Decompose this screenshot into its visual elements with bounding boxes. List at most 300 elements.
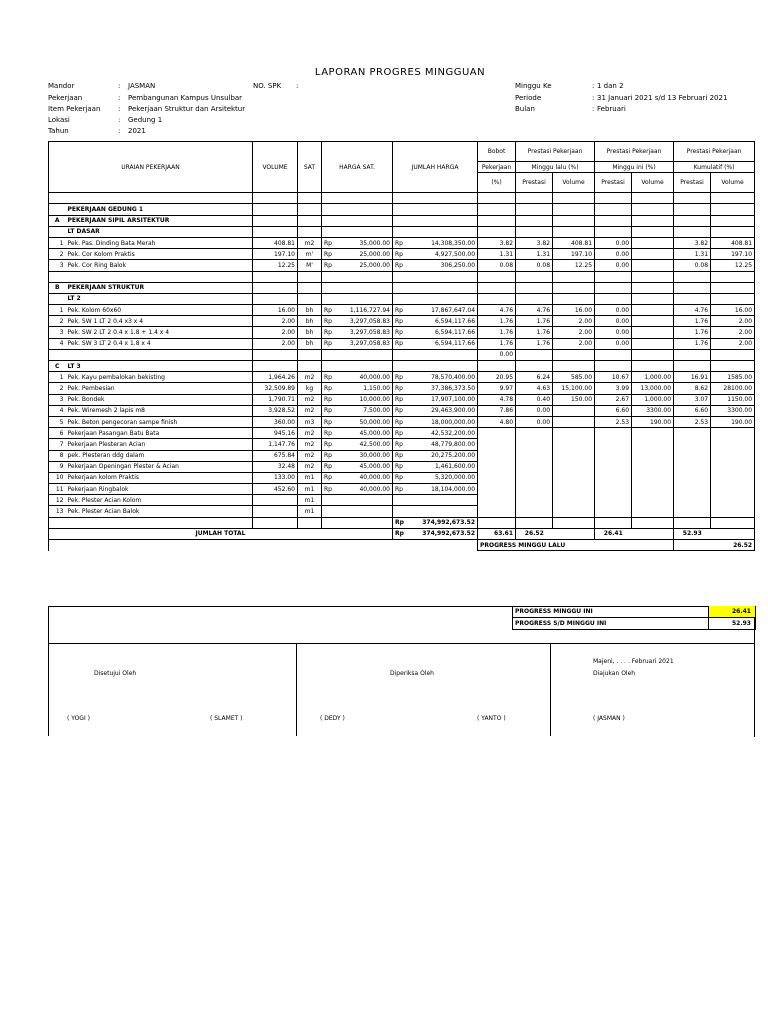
colon: : bbox=[118, 116, 121, 124]
section-row bbox=[49, 361, 755, 372]
item-lalu-prestasi: 0.08 bbox=[516, 260, 553, 271]
section-label: PEKERJAAN SIPIL ARSITEKTUR bbox=[66, 215, 253, 226]
item-lalu-prestasi: 6.24 bbox=[516, 372, 553, 383]
item-label: pek. Plesteran ddg dalam bbox=[66, 450, 253, 461]
item-kum-volume bbox=[711, 428, 755, 439]
cell bbox=[516, 282, 553, 293]
progress-table bbox=[48, 141, 755, 551]
cell bbox=[711, 293, 755, 304]
item-volume bbox=[253, 349, 298, 360]
cell bbox=[253, 226, 298, 237]
cell bbox=[298, 282, 322, 293]
item-rp bbox=[322, 349, 334, 360]
item-jumlah: 6,594,117.66 bbox=[405, 338, 478, 349]
item-rp: Rp bbox=[393, 249, 405, 260]
cell bbox=[595, 204, 632, 215]
item-volume: 1,790.71 bbox=[253, 394, 298, 405]
item-kum-prestasi: 3.07 bbox=[674, 394, 711, 405]
item-lalu-prestasi: 1.76 bbox=[516, 316, 553, 327]
item-jumlah: 48,779,800.00 bbox=[405, 439, 478, 450]
cell bbox=[595, 271, 632, 282]
table-row bbox=[49, 316, 755, 327]
item-number: 1 bbox=[49, 305, 66, 316]
col-kum-prestasi: Prestasi bbox=[674, 173, 711, 193]
cell bbox=[674, 361, 711, 372]
table-row bbox=[49, 472, 755, 483]
item-rp: Rp bbox=[393, 237, 405, 248]
item-rp: Rp bbox=[393, 484, 405, 495]
cell bbox=[253, 215, 298, 226]
item-volume: 408.81 bbox=[253, 237, 298, 248]
item-kum-volume: 3300.00 bbox=[711, 405, 755, 416]
cell bbox=[298, 271, 322, 282]
cell bbox=[674, 293, 711, 304]
item-kum-prestasi bbox=[674, 450, 711, 461]
table-row bbox=[49, 405, 755, 416]
item-jumlah: 4,927,500.00 bbox=[405, 249, 478, 260]
item-harga: 40,000.00 bbox=[334, 484, 393, 495]
item-rp bbox=[393, 506, 405, 517]
item-harga: 50,000.00 bbox=[334, 416, 393, 427]
item-ini-volume bbox=[632, 305, 674, 316]
progress-lalu-label: PROGRESS MINGGU LALU bbox=[478, 540, 674, 551]
item-unit: M' bbox=[298, 260, 322, 271]
item-lalu-prestasi: 0.00 bbox=[516, 405, 553, 416]
cell bbox=[405, 282, 478, 293]
item-harga: 40,000.00 bbox=[334, 372, 393, 383]
cell bbox=[322, 215, 334, 226]
cell bbox=[595, 215, 632, 226]
item-kum-volume bbox=[711, 439, 755, 450]
item-lalu-volume: 15,100.00 bbox=[553, 383, 595, 394]
item-bobot: 1.76 bbox=[478, 327, 516, 338]
item-harga: 1,116,727.94 bbox=[334, 305, 393, 316]
item-ini-volume bbox=[632, 484, 674, 495]
item-kum-volume: 408.81 bbox=[711, 237, 755, 248]
item-ini-prestasi: 0.00 bbox=[595, 260, 632, 271]
item-jumlah: 17,867,647.04 bbox=[405, 305, 478, 316]
cell bbox=[66, 193, 253, 204]
item-kum-prestasi: 4.76 bbox=[674, 305, 711, 316]
cell bbox=[516, 271, 553, 282]
item-lalu-volume bbox=[553, 461, 595, 472]
item-kum-volume: 197.10 bbox=[711, 249, 755, 260]
item-volume: 32,509.89 bbox=[253, 383, 298, 394]
cell bbox=[322, 271, 334, 282]
item-ini-volume bbox=[632, 237, 674, 248]
subtotal-rp: Rp bbox=[393, 517, 405, 528]
item-number: 3 bbox=[49, 394, 66, 405]
cell bbox=[253, 361, 298, 372]
item-jumlah: 18,104,000.00 bbox=[405, 484, 478, 495]
subtotal-row bbox=[49, 517, 755, 528]
item-volume bbox=[253, 506, 298, 517]
cell bbox=[405, 215, 478, 226]
cell bbox=[393, 293, 405, 304]
item-kum-volume bbox=[711, 472, 755, 483]
item-label: Pek. Wiremesh 2 lapis m8 bbox=[66, 405, 253, 416]
item-label: Pek. Cor Kolom Praktis bbox=[66, 249, 253, 260]
item-kum-volume: 2.00 bbox=[711, 338, 755, 349]
cell bbox=[632, 204, 674, 215]
item-kum-prestasi: 1.76 bbox=[674, 327, 711, 338]
cell bbox=[49, 193, 66, 204]
table-row bbox=[49, 450, 755, 461]
place-date: Majeni, . . . . Februari 2021 bbox=[593, 658, 674, 665]
item-ini-prestasi: 0.00 bbox=[595, 249, 632, 260]
item-ini-prestasi: 2.67 bbox=[595, 394, 632, 405]
item-lalu-prestasi: 1.76 bbox=[516, 327, 553, 338]
table-row bbox=[49, 428, 755, 439]
item-rp: Rp bbox=[393, 394, 405, 405]
cell bbox=[632, 293, 674, 304]
item-unit: bh bbox=[298, 316, 322, 327]
item-kum-volume bbox=[711, 461, 755, 472]
item-harga: 30,000.00 bbox=[334, 450, 393, 461]
item-lalu-prestasi: 1.31 bbox=[516, 249, 553, 260]
section-row bbox=[49, 215, 755, 226]
item-lalu-prestasi bbox=[516, 484, 553, 495]
item-jumlah: 6,594,117.66 bbox=[405, 327, 478, 338]
item-lalu-volume: 2.00 bbox=[553, 338, 595, 349]
cell bbox=[298, 204, 322, 215]
cell bbox=[253, 193, 298, 204]
cell bbox=[478, 282, 516, 293]
item-harga: 42,500.00 bbox=[334, 439, 393, 450]
item-bobot: 3.82 bbox=[478, 237, 516, 248]
item-kum-prestasi: 1.31 bbox=[674, 249, 711, 260]
section-number bbox=[49, 204, 66, 215]
cell bbox=[516, 361, 553, 372]
item-volume: 2.00 bbox=[253, 338, 298, 349]
item-rp: Rp bbox=[322, 472, 334, 483]
signer-yogi: ( YOGI ) bbox=[67, 715, 90, 722]
item-bobot: 0.00 bbox=[478, 349, 516, 360]
item-jumlah: 37,386,373.50 bbox=[405, 383, 478, 394]
item-kum-prestasi: 0.08 bbox=[674, 260, 711, 271]
item-lalu-volume: 16.00 bbox=[553, 305, 595, 316]
table-row bbox=[49, 383, 755, 394]
cell bbox=[298, 226, 322, 237]
col-ini-volume: Volume bbox=[632, 173, 674, 193]
item-number bbox=[49, 349, 66, 360]
colon: : bbox=[118, 105, 121, 113]
item-unit: m2 bbox=[298, 405, 322, 416]
cell bbox=[674, 215, 711, 226]
item-rp bbox=[322, 495, 334, 506]
cell bbox=[553, 204, 595, 215]
item-harga: 45,000.00 bbox=[334, 428, 393, 439]
item-kum-prestasi bbox=[674, 439, 711, 450]
item-rp: Rp bbox=[393, 383, 405, 394]
item-lalu-prestasi bbox=[516, 428, 553, 439]
item-number: 12 bbox=[49, 495, 66, 506]
cell bbox=[405, 193, 478, 204]
cell bbox=[393, 193, 405, 204]
item-unit: m3 bbox=[298, 416, 322, 427]
item-lalu-volume: 12.25 bbox=[553, 260, 595, 271]
item-ini-prestasi: 2.53 bbox=[595, 416, 632, 427]
item-ini-volume: 1,000.00 bbox=[632, 394, 674, 405]
cell bbox=[478, 226, 516, 237]
item-volume: 1,964.26 bbox=[253, 372, 298, 383]
signer-dedy: ( DEDY ) bbox=[320, 715, 345, 722]
item-lalu-prestasi bbox=[516, 506, 553, 517]
cell bbox=[595, 282, 632, 293]
col-ini-top: Prestasi Pekerjaan bbox=[595, 142, 674, 162]
item-label: Pekerjaan Openingan Plester & Acian bbox=[66, 461, 253, 472]
item-harga: 3,297,058.83 bbox=[334, 338, 393, 349]
item-rp: Rp bbox=[322, 439, 334, 450]
cell bbox=[334, 193, 393, 204]
item-number: 9 bbox=[49, 461, 66, 472]
item-kum-volume: 12.25 bbox=[711, 260, 755, 271]
item-rp: Rp bbox=[322, 461, 334, 472]
cell bbox=[595, 361, 632, 372]
item-bobot: 1.76 bbox=[478, 316, 516, 327]
item-ini-volume bbox=[632, 260, 674, 271]
progress-lalu-value: 26.52 bbox=[711, 540, 755, 551]
cell bbox=[253, 282, 298, 293]
total-label: JUMLAH TOTAL bbox=[49, 528, 393, 539]
section-label: LT 2 bbox=[66, 293, 253, 304]
cell bbox=[405, 226, 478, 237]
col-lalu-top: Prestasi Pekerjaan bbox=[516, 142, 595, 162]
item-ini-volume bbox=[632, 338, 674, 349]
item-unit: bh bbox=[298, 327, 322, 338]
cell bbox=[405, 271, 478, 282]
col-bobot-pct: (%) bbox=[478, 173, 516, 193]
item-bobot: 20.95 bbox=[478, 372, 516, 383]
minggu-value: 1 dan 2 bbox=[597, 82, 624, 90]
cell bbox=[322, 282, 334, 293]
item-ini-volume bbox=[632, 316, 674, 327]
cell bbox=[553, 282, 595, 293]
cell bbox=[405, 361, 478, 372]
item-rp bbox=[393, 349, 405, 360]
col-bobot-sub: Pekerjaan bbox=[478, 162, 516, 173]
item-lalu-prestasi: 0.40 bbox=[516, 394, 553, 405]
section-row bbox=[49, 282, 755, 293]
cell bbox=[393, 226, 405, 237]
item-volume: 2.00 bbox=[253, 327, 298, 338]
item-ini-volume bbox=[632, 506, 674, 517]
cell bbox=[674, 193, 711, 204]
col-uraian: URAIAN PEKERJAAN bbox=[49, 142, 253, 193]
item-lalu-prestasi bbox=[516, 495, 553, 506]
signature-col-divider-1 bbox=[296, 643, 297, 736]
total-kum: 52.93 bbox=[674, 528, 711, 539]
item-bobot: 0.08 bbox=[478, 260, 516, 271]
item-jumlah bbox=[405, 349, 478, 360]
cell bbox=[478, 204, 516, 215]
report-title: LAPORAN PROGRES MINGGUAN bbox=[314, 67, 486, 78]
section-label: PEKERJAAN GEDUNG 1 bbox=[66, 204, 253, 215]
periode-value: 31 Januari 2021 s/d 13 Februari 2021 bbox=[597, 94, 728, 102]
item-harga bbox=[334, 349, 393, 360]
item-ini-prestasi: 10.67 bbox=[595, 372, 632, 383]
item-ini-prestasi: 0.00 bbox=[595, 305, 632, 316]
bulan-label: Bulan bbox=[515, 105, 535, 113]
item-volume: 32.48 bbox=[253, 461, 298, 472]
item-jumlah: 42,532,200.00 bbox=[405, 428, 478, 439]
cell bbox=[298, 361, 322, 372]
item-label: Pek. Plester Acian Kolom bbox=[66, 495, 253, 506]
item-unit: m' bbox=[298, 249, 322, 260]
cell bbox=[393, 271, 405, 282]
item-number: 2 bbox=[49, 249, 66, 260]
item-jumlah: 1,461,600.00 bbox=[405, 461, 478, 472]
total-row bbox=[49, 528, 755, 539]
item-kum-prestasi: 3.82 bbox=[674, 237, 711, 248]
item-kum-volume: 16.00 bbox=[711, 305, 755, 316]
item-ini-prestasi: 0.00 bbox=[595, 327, 632, 338]
cell bbox=[553, 271, 595, 282]
item-number: 10 bbox=[49, 472, 66, 483]
item-rp: Rp bbox=[393, 338, 405, 349]
item-pekerjaan-label: Item Pekerjaan bbox=[48, 105, 101, 113]
item-number: 3 bbox=[49, 327, 66, 338]
item-bobot: 7.86 bbox=[478, 405, 516, 416]
item-lalu-volume: 197.10 bbox=[553, 249, 595, 260]
item-kum-volume bbox=[711, 450, 755, 461]
item-unit: m1 bbox=[298, 472, 322, 483]
cell bbox=[711, 271, 755, 282]
total-bobot: 63.61 bbox=[478, 528, 516, 539]
item-volume: 1,147.76 bbox=[253, 439, 298, 450]
minggu-label: Minggu Ke bbox=[515, 82, 552, 90]
col-volume: VOLUME bbox=[253, 142, 298, 193]
cell bbox=[478, 271, 516, 282]
item-lalu-volume bbox=[553, 439, 595, 450]
item-volume bbox=[253, 495, 298, 506]
item-ini-prestasi: 0.00 bbox=[595, 338, 632, 349]
item-rp: Rp bbox=[322, 237, 334, 248]
pekerjaan-value: Pembangunan Kampus Unsulbar bbox=[128, 94, 243, 102]
item-kum-volume: 190.00 bbox=[711, 416, 755, 427]
total-ini: 26.41 bbox=[595, 528, 632, 539]
signer-jasman: ( JASMAN ) bbox=[593, 715, 625, 722]
item-rp: Rp bbox=[393, 305, 405, 316]
item-jumlah: 306,250.00 bbox=[405, 260, 478, 271]
subtotal-jumlah: 374,992,673.52 bbox=[405, 517, 478, 528]
col-kum-sub: Kumulatif (%) bbox=[674, 162, 755, 173]
cell bbox=[334, 271, 393, 282]
cell bbox=[595, 293, 632, 304]
item-rp: Rp bbox=[322, 383, 334, 394]
item-rp: Rp bbox=[322, 416, 334, 427]
cell bbox=[393, 361, 405, 372]
item-lalu-prestasi: 4.76 bbox=[516, 305, 553, 316]
item-lalu-prestasi bbox=[516, 450, 553, 461]
item-bobot: 4.76 bbox=[478, 305, 516, 316]
table-row bbox=[49, 327, 755, 338]
item-harga: 7,500.00 bbox=[334, 405, 393, 416]
item-ini-prestasi: 0.00 bbox=[595, 316, 632, 327]
item-jumlah: 29,463,900.00 bbox=[405, 405, 478, 416]
item-kum-prestasi: 6.60 bbox=[674, 405, 711, 416]
cell bbox=[711, 215, 755, 226]
diperiksa-label: Diperiksa Oleh bbox=[390, 670, 434, 677]
item-unit: m2 bbox=[298, 450, 322, 461]
cell bbox=[298, 193, 322, 204]
cell bbox=[553, 361, 595, 372]
item-number: 2 bbox=[49, 316, 66, 327]
periode-label: Periode bbox=[515, 94, 542, 102]
colon: : bbox=[592, 82, 595, 90]
item-rp: Rp bbox=[393, 327, 405, 338]
item-kum-volume: 1585.00 bbox=[711, 372, 755, 383]
item-rp: Rp bbox=[322, 260, 334, 271]
col-lalu-sub: Minggu lalu (%) bbox=[516, 162, 595, 173]
item-unit: m1 bbox=[298, 495, 322, 506]
item-unit: m1 bbox=[298, 484, 322, 495]
item-kum-prestasi bbox=[674, 484, 711, 495]
cell bbox=[322, 293, 334, 304]
item-ini-prestasi: 6.60 bbox=[595, 405, 632, 416]
cell bbox=[253, 293, 298, 304]
item-label: Pek. Cor Ring Balok bbox=[66, 260, 253, 271]
item-rp: Rp bbox=[322, 305, 334, 316]
tahun-value: 2021 bbox=[128, 127, 146, 135]
item-ini-volume bbox=[632, 472, 674, 483]
cell bbox=[632, 271, 674, 282]
item-ini-prestasi bbox=[595, 506, 632, 517]
item-rp: Rp bbox=[393, 450, 405, 461]
item-harga bbox=[334, 495, 393, 506]
item-kum-prestasi bbox=[674, 472, 711, 483]
item-jumlah: 20,275,200.00 bbox=[405, 450, 478, 461]
item-ini-volume: 1,000.00 bbox=[632, 372, 674, 383]
item-rp bbox=[322, 506, 334, 517]
item-kum-prestasi bbox=[674, 495, 711, 506]
cell bbox=[516, 226, 553, 237]
item-number: 6 bbox=[49, 428, 66, 439]
item-rp: Rp bbox=[322, 338, 334, 349]
item-label: Pek. Bondek bbox=[66, 394, 253, 405]
item-kum-prestasi bbox=[674, 428, 711, 439]
cell bbox=[322, 193, 334, 204]
item-bobot bbox=[478, 450, 516, 461]
cell bbox=[334, 215, 393, 226]
cell bbox=[253, 271, 298, 282]
item-lalu-volume bbox=[553, 405, 595, 416]
section-number: B bbox=[49, 282, 66, 293]
total-lalu: 26.52 bbox=[516, 528, 553, 539]
item-bobot bbox=[478, 484, 516, 495]
item-harga: 3,297,058.83 bbox=[334, 316, 393, 327]
item-unit: m2 bbox=[298, 439, 322, 450]
cell bbox=[553, 193, 595, 204]
item-bobot bbox=[478, 495, 516, 506]
item-kum-volume bbox=[711, 484, 755, 495]
table-row bbox=[49, 484, 755, 495]
cell bbox=[516, 193, 553, 204]
item-ini-volume bbox=[632, 349, 674, 360]
item-kum-prestasi: 1.76 bbox=[674, 316, 711, 327]
item-volume: 675.84 bbox=[253, 450, 298, 461]
item-harga: 25,000.00 bbox=[334, 249, 393, 260]
item-label: Pekerjaan Plesteran Acian bbox=[66, 439, 253, 450]
item-kum-prestasi: 2.53 bbox=[674, 416, 711, 427]
table-row bbox=[49, 461, 755, 472]
colon: : bbox=[296, 82, 299, 90]
item-unit: m2 bbox=[298, 461, 322, 472]
item-ini-volume bbox=[632, 249, 674, 260]
item-ini-prestasi bbox=[595, 484, 632, 495]
cell bbox=[595, 226, 632, 237]
item-label: Pekerjaan Ringbalok bbox=[66, 484, 253, 495]
